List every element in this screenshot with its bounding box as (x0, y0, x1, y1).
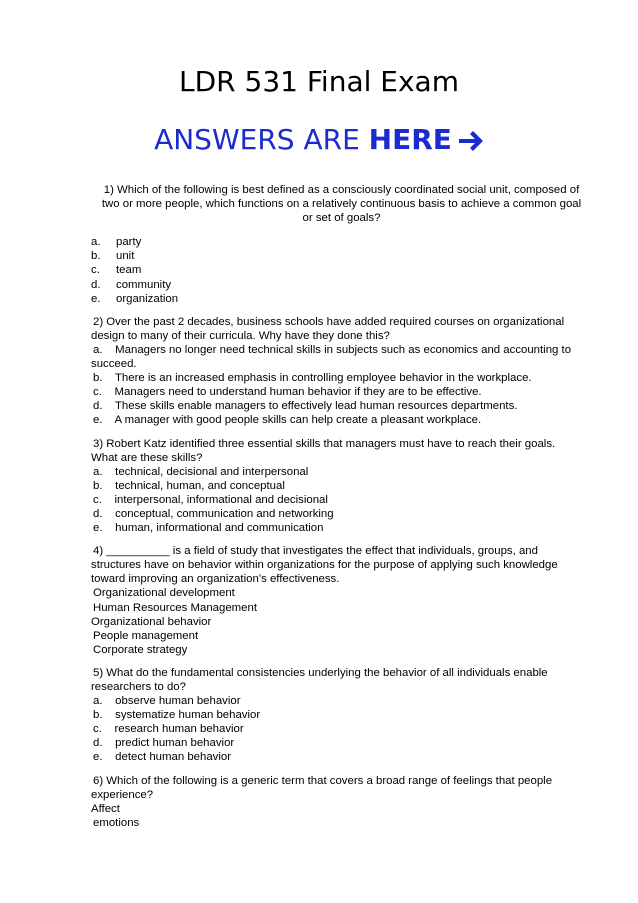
text-line: 3) Robert Katz identified three essential skills that managers must have to reach their goals. (93, 437, 556, 450)
option-letter: d. (91, 278, 101, 291)
text-line: d. These skills enable managers to effectively lead human resources departments. (93, 400, 518, 413)
text-line: c. Managers need to understand human behavior if they are to be effective. (93, 386, 482, 399)
text-line: e. detect human behavior (93, 751, 232, 764)
text-line: experience? (91, 788, 154, 801)
text-line: What are these skills? (91, 451, 203, 464)
question-list (91, 183, 592, 830)
text-line: a. Managers no longer need technical skills in subjects such as economics and accounting to (93, 343, 572, 356)
option-text: community (116, 278, 172, 291)
question-4 (91, 544, 592, 657)
option-item (91, 249, 592, 263)
text-line: Affect (91, 802, 120, 815)
option-text: team (116, 264, 142, 277)
answers-link-prefix: ANSWERS ARE (154, 123, 369, 156)
text-line: 6) Which of the following is a generic term that covers a broad range of feelings that people (93, 774, 553, 787)
text-line: Organizational development (93, 587, 235, 600)
text-line: a. technical, decisional and interpersonal (93, 465, 309, 478)
right-arrow-icon (458, 131, 484, 151)
option-text: party (116, 236, 142, 249)
text-line: design to many of their curricula. Why have they done this? (91, 329, 390, 342)
option-item (91, 235, 592, 249)
question-2 (91, 315, 592, 428)
text-line: succeed. (91, 358, 137, 371)
text-line: Organizational behavior (91, 615, 212, 628)
text-line: structures have on behavior within organizations for the purpose of applying such knowledge (91, 559, 558, 572)
text-line: b. There is an increased emphasis in controlling employee behavior in the workplace. (93, 372, 532, 385)
text-line: two or more people, which functions on a relatively continuous basis to achieve a common goal (101, 198, 582, 211)
text-line: researchers to do? (91, 681, 186, 693)
text-line: Corporate strategy (93, 643, 188, 656)
text-line: toward improving an organization’s effectiveness. (91, 573, 340, 586)
text-line: or set of goals? (302, 212, 381, 225)
text-line: e. human, informational and communication (93, 522, 324, 535)
text-line: c. interpersonal, informational and decisional (93, 493, 328, 506)
text-line: 4) __________ is a field of study that investigates the effect that individuals, groups, and (93, 545, 538, 558)
text-line: 1) Which of the following is best defined as a consciously coordinated social unit, composed of (103, 184, 580, 196)
text-line: 2) Over the past 2 decades, business schools have added required courses on organizational (93, 315, 565, 328)
answers-link[interactable] (0, 122, 638, 158)
option-letter: e. (91, 292, 101, 305)
text-line: c. research human behavior (93, 723, 244, 736)
text-line: emotions (93, 816, 140, 829)
question-5 (91, 666, 592, 765)
text-line: a. observe human behavior (93, 695, 241, 708)
answers-link-bold: HERE (368, 123, 452, 156)
question-1-text (91, 183, 592, 225)
text-line: e. A manager with good people skills can help create a pleasant workplace. (93, 414, 482, 427)
question-6 (91, 774, 592, 830)
option-item (91, 263, 592, 277)
text-line: People management (93, 629, 199, 642)
text-line: b. systematize human behavior (93, 709, 261, 722)
text-line: Human Resources Management (93, 601, 257, 614)
exam-title: LDR 531 Final Exam (179, 65, 459, 98)
option-letter: a. (91, 236, 101, 249)
option-item (91, 292, 592, 306)
option-text: unit (116, 250, 135, 263)
option-letter: c. (91, 264, 100, 277)
option-item (91, 278, 592, 292)
text-line: d. predict human behavior (93, 737, 235, 750)
question-3 (91, 437, 592, 536)
option-text: organization (116, 292, 179, 305)
option-letter: b. (91, 250, 101, 263)
text-line: d. conceptual, communication and networking (93, 507, 334, 520)
question-1-options (91, 235, 592, 305)
text-line: b. technical, human, and conceptual (93, 479, 285, 492)
text-line: 5) What do the fundamental consistencies underlying the behavior of all individuals enable (93, 666, 548, 679)
